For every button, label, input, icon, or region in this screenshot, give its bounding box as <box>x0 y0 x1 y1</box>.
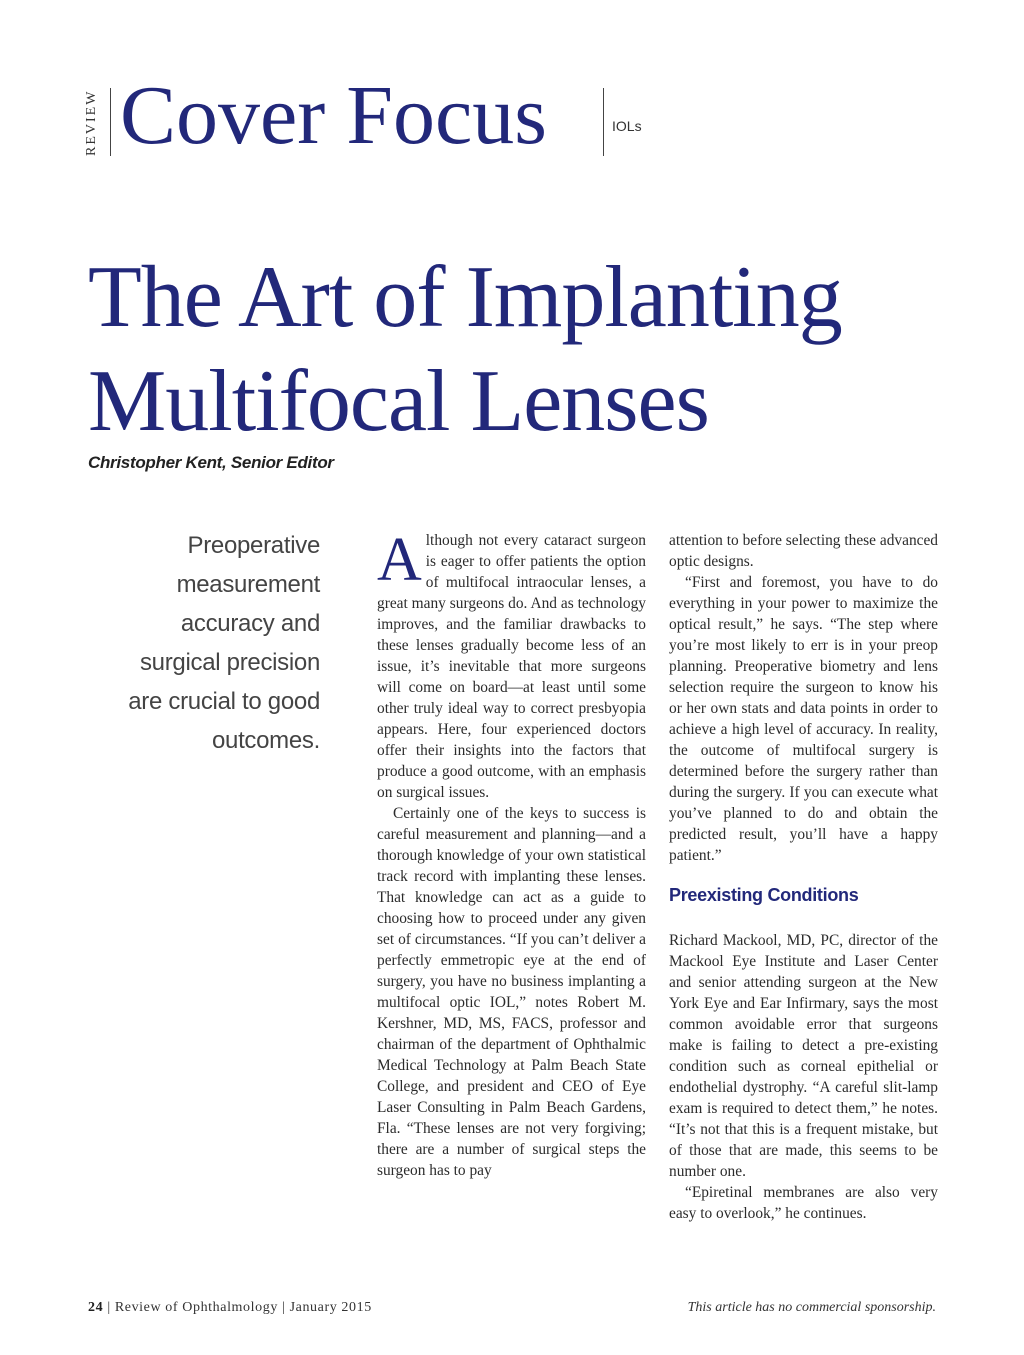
paragraph: Richard Mackool, MD, PC, director of the Mackool Eye Institute and Laser Center and senior attending surgeon at the New York Eye and Ear Infirmary, says the most common avoidable error that surgeons make is failing to detect a pre-existing condition such as corneal epithelial or endothelial dystrophy. “A careful slit-lamp exam is required to detect them,” he notes. “It’s not that this is a frequent mistake, but of those that are made, this seems to be number one. <box>669 932 938 1180</box>
section-kicker: REVIEW <box>84 89 99 156</box>
article-title-line-2: Multifocal Lenses <box>88 353 709 450</box>
subheading: Preexisting Conditions <box>669 885 859 905</box>
header-divider-left <box>110 88 111 156</box>
body-column-1 <box>377 526 646 1181</box>
paragraph: attention to before selecting these advanced optic designs. <box>669 532 938 570</box>
footer-separator: | <box>282 1300 286 1315</box>
page-footer <box>88 1300 372 1316</box>
issue-date: January 2015 <box>289 1300 372 1315</box>
paragraph-text: lthough not every cataract surgeon is eager to offer patients the option of multifocal intraocular lenses, a great many surgeons do. And as technology improves, and the familiar drawbacks to these lenses gradually become less of an issue, it’s inevitable that more surgeons will come on board—at least until some other truly ideal way to correct presbyopia appears. Here, four experienced doctors offer their insights into the factors that produce a good outcome, with an emphasis on surgical issues. <box>377 532 646 801</box>
article-deck: Preoperative measurement accuracy and surgical precision are crucial to good outcomes. <box>128 532 320 754</box>
header-divider-right <box>603 88 604 156</box>
paragraph: Certainly one of the keys to success is careful measurement and planning—and a thorough knowledge of your own statistical track record with implanting these lenses. That knowledge can act as a guide to choosing how to proceed under any given set of circumstances. “If you can’t deliver a perfectly emmetropic eye at the end of surgery, you have no business implanting a multifocal optic IOL,” notes Robert M. Kershner, MD, MS, FACS, professor and chairman of the department of Ophthalmic Medical Technology at Palm Beach State College, and president and CEO of Eye Laser Consulting in Palm Beach Gardens, Fla. “These lenses are not very forgiving; there are a number of surgical steps the surgeon has to pay <box>377 805 646 1179</box>
sponsorship-note: This article has no commercial sponsorship. <box>687 1300 936 1315</box>
paragraph: “First and foremost, you have to do everything in your power to maximize the optical result,” he says. “The step where you’re most likely to err is in your preop planning. Preoperative biometry and lens selection require the surgeon to know his or her own stats and data points in order to achieve a high level of accuracy. In reality, the outcome of multifocal surgery is determined before the surgery rather than during the surgery. If you can execute what you’ve planned to do and obtain the predicted result, you’ll have a happy patient.” <box>669 574 938 864</box>
article-title-line-1: The Art of Implanting <box>88 249 842 346</box>
byline: Christopher Kent, Senior Editor <box>88 453 334 472</box>
page-number: 24 <box>88 1300 104 1315</box>
section-tag: IOLs <box>612 118 642 134</box>
footer-separator: | <box>107 1300 111 1315</box>
section-title: Cover Focus <box>120 69 547 162</box>
body-column-2 <box>669 530 938 1224</box>
article-title <box>88 246 988 454</box>
drop-cap: A <box>377 526 422 594</box>
paragraph: “Epiretinal membranes are also very easy to overlook,” he continues. <box>669 1184 938 1222</box>
publication-name: Review of Ophthalmology <box>114 1300 278 1315</box>
paragraph <box>377 526 646 803</box>
